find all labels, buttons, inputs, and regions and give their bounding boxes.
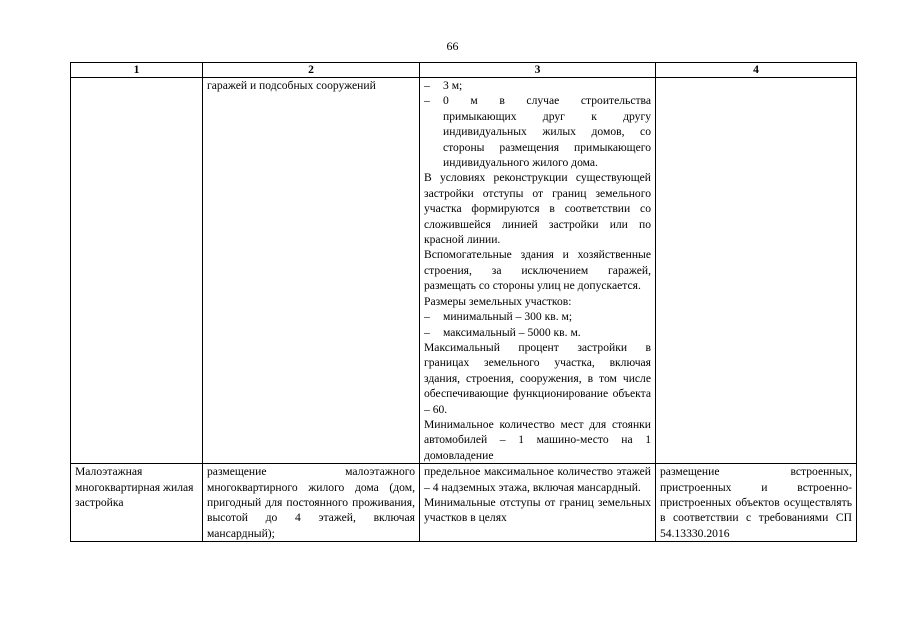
row2-col4: размещение встроенных, пристроенных и встроенно-пристроенных объектов осуществлять в соответствии с требованиями СП 54.13330.2016 <box>656 464 857 542</box>
table-row <box>71 78 857 464</box>
list-item <box>424 93 651 170</box>
dash-marker: – <box>424 94 430 108</box>
header-col-2: 2 <box>203 63 420 78</box>
list-item-text: 3 м; <box>443 79 463 92</box>
row1-col4 <box>656 78 857 464</box>
list-item-text: максимальный – 5000 кв. м. <box>443 325 581 339</box>
row2-col3 <box>420 464 656 542</box>
list-item <box>424 325 651 340</box>
list-item <box>424 309 651 324</box>
paragraph: Минимальное количество мест для стоянки автомобилей – 1 машино-место на 1 домовладение <box>424 417 651 462</box>
row2-col1: Малоэтажная многоквартирная жилая застройка <box>71 464 203 542</box>
header-col-1: 1 <box>71 63 203 78</box>
dash-marker: – <box>424 325 430 339</box>
list-item <box>424 78 651 93</box>
row2-col2: размещение малоэтажного многоквартирного жилого дома (дом, пригодный для постоянного проживания, высотой до 4 этажей, включая мансардный); <box>203 464 420 542</box>
dash-marker: – <box>424 79 430 92</box>
list-item-text: минимальный – 300 кв. м; <box>443 310 573 324</box>
paragraph: Вспомогательные здания и хозяйственные строения, за исключением гаражей, размещать со стороны улиц не допускается. <box>424 248 651 293</box>
paragraph: В условиях реконструкции существующей застройки отступы от границ земельного участка формируются в соответствии со сложившейся линией застройки или по красной линии. <box>424 171 651 247</box>
row1-col2: гаражей и подсобных сооружений <box>203 78 420 464</box>
regulation-table <box>70 62 857 542</box>
header-col-3: 3 <box>420 63 656 78</box>
header-col-4: 4 <box>656 63 857 78</box>
paragraph: предельное максимальное количество этажей – 4 надземных этажа, включая мансардный. <box>424 465 651 494</box>
table-row <box>71 464 857 542</box>
paragraph: Минимальные отступы от границ земельных участков в целях <box>424 495 651 525</box>
list-item-text: 0 м в случае строительства примыкающих друг к другу индивидуальных жилых домов, со стороны размещения примыкающего индивидуального жилого дома. <box>443 94 651 170</box>
paragraph: Максимальный процент застройки в границах земельного участка, включая здания, строения, сооружения, в том числе обеспечивающие функционирование объекта – 60. <box>424 340 651 416</box>
table-header-row <box>71 63 857 78</box>
paragraph: Размеры земельных участков: <box>424 294 572 308</box>
dash-marker: – <box>424 310 430 324</box>
row1-col1 <box>71 78 203 464</box>
page-number: 66 <box>446 39 459 53</box>
row1-col3 <box>420 78 656 464</box>
